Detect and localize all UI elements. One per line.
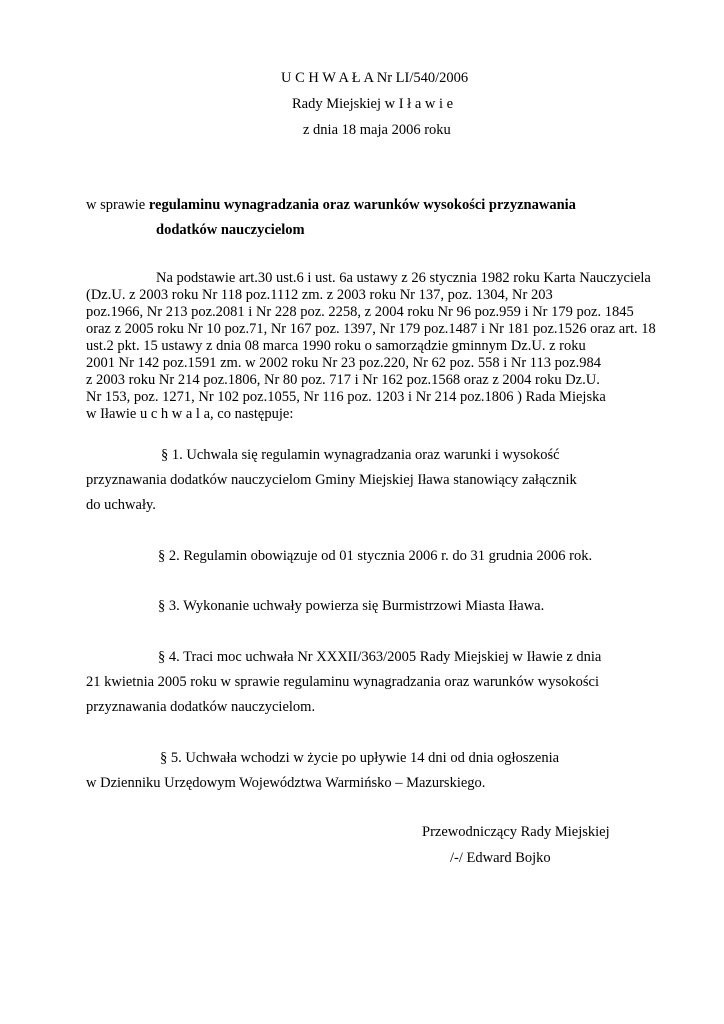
resolution-date: z dnia 18 maja 2006 roku (303, 122, 451, 138)
section-4-line-3: przyznawania dodatków nauczycielom. (86, 699, 316, 715)
subject-text-2: dodatków nauczycielom (156, 222, 305, 238)
section-5-line-1: § 5. Uchwała wchodzi w życie po upływie 14 dni od dnia ogłoszenia (160, 750, 560, 766)
section-4-line-1: § 4. Traci moc uchwała Nr XXXII/363/2005 Rady Miejskiej w Iławie z dnia (158, 649, 602, 665)
legal-basis-line: Nr 153, poz. 1271, Nr 102 poz.1055, Nr 116 poz. 1203 i Nr 214 poz.1806 ) Rada Miejska (86, 389, 606, 405)
legal-basis-line: ust.2 pkt. 15 ustawy z dnia 08 marca 1990 roku o samorządzie gminnym Dz.U. z roku (86, 338, 586, 354)
section-4-line-2: 21 kwietnia 2005 roku w sprawie regulaminu wynagradzania oraz warunków wysokości (86, 674, 599, 690)
section-3-line-1: § 3. Wykonanie uchwały powierza się Burmistrzowi Miasta Iława. (158, 598, 545, 614)
section-5-line-2: w Dzienniku Urzędowym Województwa Warmińsko – Mazurskiego. (86, 775, 486, 791)
signature-role: Przewodniczący Rady Miejskiej (422, 824, 610, 840)
legal-basis-line: 2001 Nr 142 poz.1591 zm. w 2002 roku Nr 23 poz.220, Nr 62 poz. 558 i Nr 113 poz.984 (86, 355, 601, 371)
legal-basis-line: oraz z 2005 roku Nr 10 poz.71, Nr 167 poz. 1397, Nr 179 poz.1487 i Nr 181 poz.1526 oraz art. 18 (86, 321, 656, 337)
subject-line-1 (86, 197, 576, 214)
section-1-line-2: przyznawania dodatków nauczycielom Gminy Miejskiej Iława stanowiący załącznik (86, 472, 577, 488)
section-1-line-1: § 1. Uchwala się regulamin wynagradzania oraz warunki i wysokość (161, 447, 560, 463)
legal-basis-line: (Dz.U. z 2003 roku Nr 118 poz.1112 zm. z 2003 roku Nr 137, poz. 1304, Nr 203 (86, 287, 553, 303)
section-1-line-3: do uchwały. (86, 497, 156, 513)
legal-basis-line: w Iławie u c h w a l a, co następuje: (86, 406, 294, 422)
subject-prefix: w sprawie (86, 197, 146, 213)
legal-basis-line: Na podstawie art.30 ust.6 i ust. 6a ustawy z 26 stycznia 1982 roku Karta Nauczyciela (156, 270, 651, 286)
signature-name: /-/ Edward Bojko (450, 850, 551, 866)
resolution-title: U C H W A Ł A Nr LI/540/2006 (281, 70, 469, 86)
section-2-line-1: § 2. Regulamin obowiązuje od 01 stycznia 2006 r. do 31 grudnia 2006 rok. (158, 548, 593, 564)
legal-basis-line: poz.1966, Nr 213 poz.2081 i Nr 228 poz. 2258, z 2004 roku Nr 96 poz.959 i Nr 179 poz. 1845 (86, 304, 634, 320)
council-name: Rady Miejskiej w I ł a w i e (292, 96, 454, 112)
legal-basis-line: z 2003 roku Nr 214 poz.1806, Nr 80 poz. 717 i Nr 162 poz.1568 oraz z 2004 roku Dz.U. (86, 372, 600, 388)
legal-basis-paragraph (86, 270, 656, 423)
subject-text-1: regulaminu wynagradzania oraz warunków wysokości przyznawania (148, 197, 576, 213)
